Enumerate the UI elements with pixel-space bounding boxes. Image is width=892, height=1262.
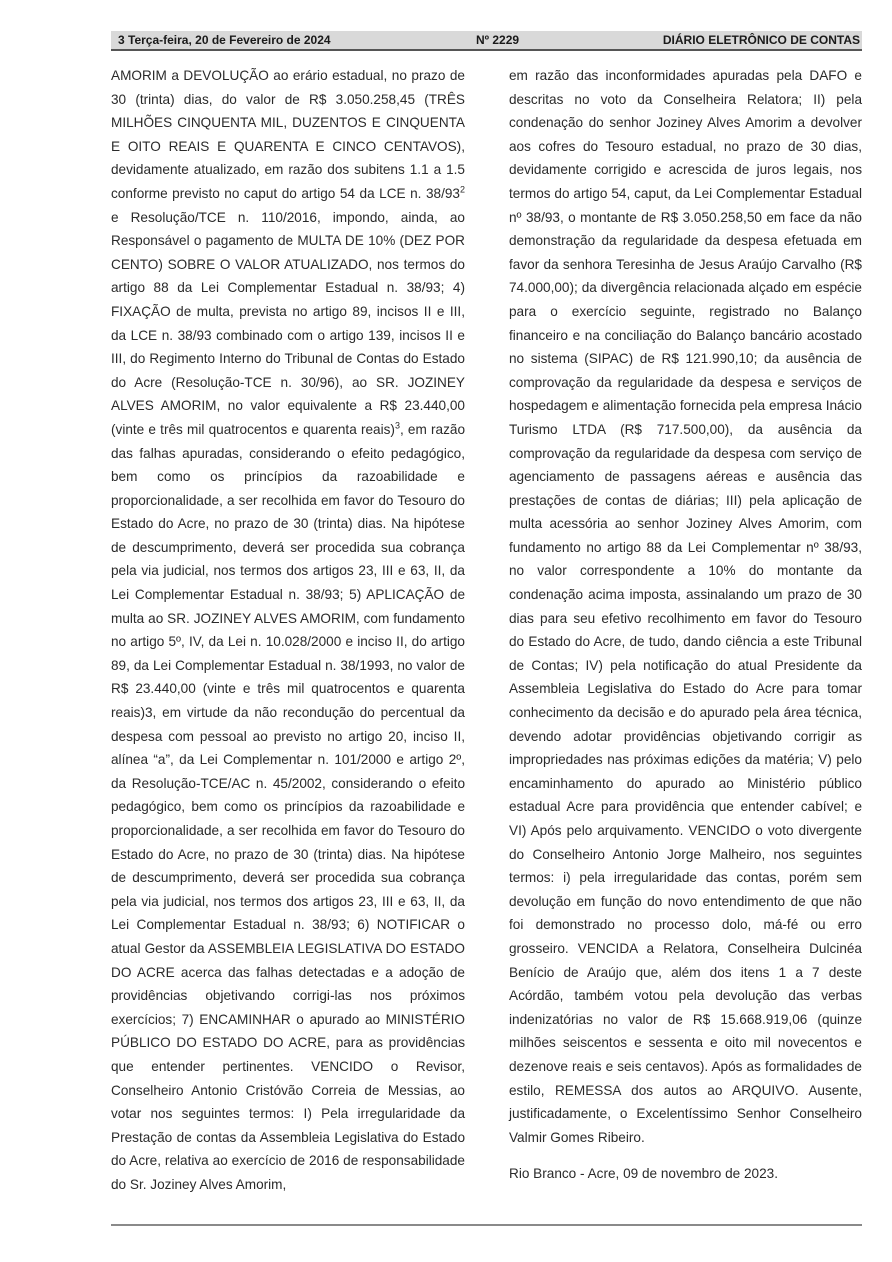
footnote-marker-2: 2 bbox=[459, 184, 465, 195]
left-column-paragraph bbox=[111, 64, 465, 1197]
left-text-part-2: e Resolução/TCE n. 110/2016, impondo, ainda, ao Responsável o pagamento de MULTA DE 10% (DEZ POR CENTO) SOBRE O VALOR ATUALIZADO, nos termos do artigo 88 da Lei Complementar Estadual n. 38/93; 4) FIXAÇÃO de multa, prevista no artigo 89, incisos II e III, da LCE n. 38/93 combinado com o artigo 139, incisos II e III, do Regimento Interno do Tribunal de Contas do Estado do Acre (Resolução-TCE n. 30/96), ao SR. JOZINEY ALVES AMORIM, no valor equivalente a R$ 23.440,00 (vinte e três mil quatrocentos e quarenta reais) bbox=[111, 209, 465, 437]
header-publication-title: DIÁRIO ELETRÔNICO DE CONTAS bbox=[662, 33, 860, 47]
right-column-paragraph: em razão das inconformidades apuradas pela DAFO e descritas no voto da Conselheira Relatora; II) pela condenação do senhor Joziney Alves Amorim a devolver aos cofres do Tesouro estadual, no prazo de 30 dias, devidamente corrigido e acrescida de juros legais, nos termos do artigo 54, caput, da Lei Complementar Estadual nº 38/93, o montante de R$ 3.050.258,50 em face da não demonstração da regularidade da despesa efetuada em favor da senhora Teresinha de Jesus Araújo Carvalho (R$ 74.000,00); da divergência relacionada alçado em espécie para o exercício seguinte, registrado no Balanço financeiro e na conciliação do Balanço bancário acostado no sistema (SIPAC) de R$ 121.990,10; da ausência de comprovação da regularidade da despesa e serviços de hospedagem e alimentação fornecida pela empresa Inácio Turismo LTDA (R$ 717.500,00), da ausência da comprovação da regularidade da despesa com serviço de agenciamento de passagens aéreas e ausência das prestações de contas de diárias; III) pela aplicação de multa acessória ao senhor Joziney Alves Amorim, com fundamento no artigo 88 da Lei Complementar nº 38/93, no valor correspondente a 10% do montante da condenação acima imposta, assinalando um prazo de 30 dias para seu efetivo recolhimento em favor do Tesouro do Estado do Acre, de tudo, dando ciência a este Tribunal de Contas; IV) pela notificação do atual Presidente da Assembleia Legislativa do Estado do Acre para tomar conhecimento da decisão e do apurado pela área técnica, devendo adotar providências objetivando corrigir as impropriedades nas próximas edições da matéria; V) pelo encaminhamento do apurado ao Ministério público estadual Acre para providência que entender cabível; e VI) Após pelo arquivamento. VENCIDO o voto divergente do Conselheiro Antonio Jorge Malheiro, nos seguintes termos: i) pela irregularidade das contas, porém sem devolução em função do novo entendimento de que não foi demonstrado no processo dolo, má-fé ou erro grosseiro. VENCIDA a Relatora, Conselheira Dulcinéa Benício de Araújo que, além dos itens 1 a 7 deste Acórdão, também votou pela devolução das verbas indenizatórias no valor de R$ 15.668.919,06 (quinze milhões seiscentos e sessenta e oito mil novecentos e dezenove reais e seis centavos). Após as formalidades de estilo, REMESSA dos autos ao ARQUIVO. Ausente, justificadamente, o Excelentíssimo Senhor Conselheiro Valmir Gomes Ribeiro. bbox=[509, 68, 862, 1145]
right-column bbox=[509, 64, 862, 1149]
footnote-marker-3: 3 bbox=[394, 420, 400, 431]
left-column bbox=[111, 64, 465, 1197]
place-and-date-signoff: Rio Branco - Acre, 09 de novembro de 2023. bbox=[509, 1166, 779, 1181]
page-header bbox=[111, 31, 862, 51]
left-text-part-3: , em razão das falhas apuradas, considerando o efeito pedagógico, bem como os princípios da razoabilidade e proporcionalidade, a ser recolhida em favor do Tesouro do Estado do Acre, no prazo de 30 (trinta) dias. Na hipótese de descumprimento, deverá ser procedida sua cobrança pela via judicial, nos termos dos artigos 23, III e 63, II, da Lei Complementar Estadual n. 38/93; 5) APLICAÇÃO de multa ao SR. JOZINEY ALVES AMORIM, com fundamento no artigo 5º, IV, da Lei n. 10.028/2000 e inciso II, do artigo 89, da Lei Complementar Estadual n. 38/1993, no valor de R$ 23.440,00 (vinte e três mil quatrocentos e quarenta reais)3, em virtude da não recondução do percentual da despesa com pessoal ao previsto no artigo 20, inciso II, alínea “a”, da Lei Complementar n. 101/2000 e artigo 2º, da Resolução-TCE/AC n. 45/2002, considerando o efeito pedagógico, bem como os princípios da razoabilidade e proporcionalidade, a ser recolhida em favor do Tesouro do Estado do Acre, no prazo de 30 (trinta) dias. Na hipótese de descumprimento, deverá ser procedida sua cobrança pela via judicial, nos termos dos artigos 23, III e 63, II, da Lei Complementar Estadual n. 38/93; 6) NOTIFICAR o atual Gestor da ASSEMBLEIA LEGISLATIVA DO ESTADO DO ACRE acerca das falhas detectadas e a adoção de providências objetivando corrigi-las nos próximos exercícios; 7) ENCAMINHAR o apurado ao MINISTÉRIO PÚBLICO DO ESTADO DO ACRE, para as providências que entender pertinentes. VENCIDO o Revisor, Conselheiro Antonio Cristóvão Correia de Messias, ao votar nos seguintes termos: I) Pela irregularidade da Prestação de contas da Assembleia Legislativa do Estado do Acre, relativa ao exercício de 2016 de responsabilidade do Sr. Joziney Alves Amorim, bbox=[111, 421, 466, 1192]
footer-divider bbox=[111, 1224, 862, 1226]
header-date: 3 Terça-feira, 20 de Fevereiro de 2024 bbox=[118, 33, 331, 47]
left-text-part-1: AMORIM a DEVOLUÇÃO ao erário estadual, no prazo de 30 (trinta) dias, do valor de R$ 3.050.258,45 (TRÊS MILHÕES CINQUENTA MIL, DUZENTOS E CINQUENTA E OITO REAIS E QUARENTA E CINCO CENTAVOS), devidamente atualizado, em razão dos subitens 1.1 a 1.5 conforme previsto no caput do artigo 54 da LCE n. 38/93 bbox=[111, 68, 465, 201]
header-issue-number: Nº 2229 bbox=[476, 33, 520, 47]
